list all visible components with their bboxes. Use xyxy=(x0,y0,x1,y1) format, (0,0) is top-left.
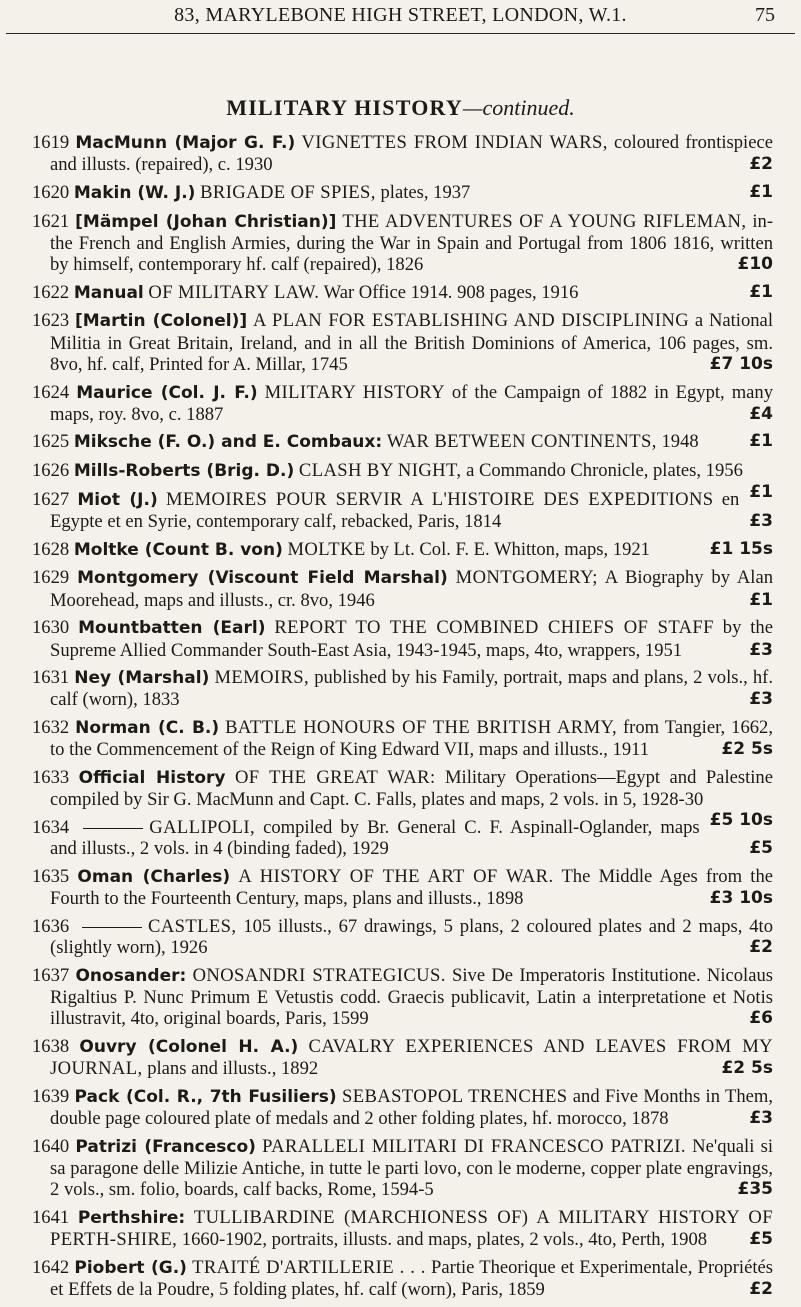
entry-number: 1622 xyxy=(32,281,70,303)
catalogue-entry xyxy=(32,282,773,304)
catalogue-entry xyxy=(32,1136,773,1201)
entry-price: £5 xyxy=(749,1228,773,1249)
entry-number: 1635 xyxy=(32,865,70,887)
entry-title: BRIGADE OF SPIES, xyxy=(200,181,376,203)
catalogue-entry xyxy=(32,1086,773,1129)
entry-price: £3 10s xyxy=(709,888,773,909)
ditto-dash xyxy=(82,927,142,928)
entry-price: £2 xyxy=(749,154,773,175)
entry-author: Patrizi (Francesco) xyxy=(75,1136,256,1157)
entry-description: by the Supreme Allied Commander South-East Asia, 1943-1945, maps, 4to, wrappers, 1951 xyxy=(50,617,773,661)
entry-title: ONOSANDRI STRATEGICUS. xyxy=(192,964,446,986)
entry-author: Makin (W. J.) xyxy=(73,182,196,203)
catalogue-entry xyxy=(32,1036,773,1079)
entry-title: MEMOIRES POUR SERVIR A L'HISTOIRE DES EXPEDITIONS xyxy=(165,488,714,510)
entry-title: TRAITÉ D'ARTILLERIE . . . xyxy=(192,1256,426,1278)
entry-number: 1638 xyxy=(32,1035,70,1057)
entry-number: 1636 xyxy=(32,915,70,937)
entry-description: compiled by Br. General C. F. Aspinall-Oglander, maps and illusts., 2 vols. in 4 (binding faded), 1929 xyxy=(50,816,700,860)
entry-price: £1 xyxy=(749,589,773,610)
section-continued: —continued. xyxy=(462,95,575,120)
entry-title: A HISTORY OF THE ART OF WAR. xyxy=(238,865,554,887)
entry-description: and Five Months in Them, double page coloured plate of medals and 2 other folding plates, hf. morocco, 1878 xyxy=(50,1085,774,1129)
entry-number: 1619 xyxy=(32,132,70,153)
entry-number: 1637 xyxy=(32,964,70,986)
catalogue-entry xyxy=(32,667,773,710)
entry-number: 1630 xyxy=(32,617,70,639)
entry-description: 105 illusts., 67 drawings, 5 plans, 2 coloured plates and 2 maps, 4to (slightly worn), 1926 xyxy=(50,915,774,958)
catalogue-entry xyxy=(32,866,773,909)
entry-number: 1639 xyxy=(32,1085,70,1107)
entry-title: CAVALRY EXPERIENCES AND LEAVES FROM MY JOURNAL, xyxy=(50,1035,773,1080)
catalogue-entry xyxy=(32,1257,773,1300)
entry-author: [Martin (Colonel)] xyxy=(75,311,248,332)
entry-number: 1633 xyxy=(32,767,70,789)
entry-price: £1 15s xyxy=(709,538,773,559)
entry-number: 1632 xyxy=(32,717,70,739)
entry-price: £1 xyxy=(749,431,773,452)
entry-description: Ne'quali si sa paragone delle Milizie Antiche, in tutte le parti lovo, con le moderne, copper plate engravings, 2 vols., sm. folio, boards, calf backs, Rome, 1594-5 xyxy=(50,1135,773,1201)
catalogue-entry xyxy=(32,431,773,453)
entry-price: £5 10s xyxy=(709,810,773,831)
entry-description: published by his Family, portrait, maps and plans, 2 vols., hf. calf (worn), 1833 xyxy=(50,667,774,711)
catalogue-entry xyxy=(32,182,773,204)
entry-price: £7 10s xyxy=(709,353,773,374)
entry-price: £3 xyxy=(749,1107,773,1128)
entry-number: 1629 xyxy=(32,567,70,589)
entry-author: Mills-Roberts (Brig. D.) xyxy=(73,461,295,482)
entry-number: 1621 xyxy=(32,210,70,232)
entry-price: £2 xyxy=(749,1278,773,1299)
entry-title: OF MILITARY LAW. xyxy=(148,281,320,303)
entry-author: MacMunn (Major G. F.) xyxy=(75,133,296,153)
entry-description: Sive De Imperatoris Institutione. Nicolaus Rigaltius P. Nunc Primum E Vetustis codd. Graecis publicavit, Latin a interpretatione et Notis illustravit, 4to, original boards, Paris, 1599 xyxy=(50,964,774,1030)
entry-description: plans and illusts., 1892 xyxy=(147,1058,319,1080)
entry-author: Piobert (G.) xyxy=(74,1257,187,1278)
entry-price: £2 5s xyxy=(721,1058,773,1079)
entry-description: coloured frontispiece and illusts. (repaired), c. 1930 xyxy=(50,132,773,176)
entry-price: £4 xyxy=(749,403,773,424)
entry-description: in-the French and English Armies, during the War in Spain and Portugal from 1806 1816, written by himself, contemporary hf. calf (repaired), 1826 xyxy=(50,210,774,276)
entry-title: GALLIPOLI, xyxy=(149,816,256,838)
entry-author: Official History xyxy=(78,768,226,789)
entry-description: from Tangier, 1662, to the Commencement of the Reign of King Edward VII, maps and illusts., 1911 xyxy=(50,717,773,761)
entry-list xyxy=(32,132,773,1307)
entry-title: MEMOIRS, xyxy=(214,667,310,689)
entry-price: £1 xyxy=(749,482,773,503)
entry-author: Manual xyxy=(73,282,144,303)
entry-title: CLASH BY NIGHT, xyxy=(298,460,462,482)
entry-title: OF THE GREAT WAR: xyxy=(234,767,436,789)
entry-price: £1 xyxy=(749,281,773,302)
entry-number: 1634 xyxy=(32,816,70,838)
entry-author: Miksche (F. O.) and E. Combaux: xyxy=(73,432,383,453)
catalogue-entry xyxy=(32,617,773,660)
entry-description: of the Campaign of 1882 in Egypt, many maps, roy. 8vo, c. 1887 xyxy=(50,381,774,425)
catalogue-entry xyxy=(32,132,773,175)
entry-description: en Egypte et en Syrie, contemporary calf, rebacked, Paris, 1814 xyxy=(50,488,740,533)
entry-description: Military Operations—Egypt and Palestine compiled by Sir G. MacMunn and Capt. C. Falls, plates and maps, 2 vols. in 5, 1928-30 xyxy=(50,767,773,811)
running-head xyxy=(0,0,801,36)
entry-title: MOLTKE xyxy=(287,538,366,560)
page-number: 75 xyxy=(755,4,775,26)
entry-author: Perthshire: xyxy=(77,1207,186,1228)
entry-title: MILITARY HISTORY xyxy=(264,381,445,403)
catalogue-entry xyxy=(32,567,773,610)
entry-number: 1625 xyxy=(32,431,70,453)
entry-author: Moltke (Count B. von) xyxy=(73,539,283,560)
catalogue-entry xyxy=(32,916,773,958)
entry-title: TULLIBARDINE (MARCHIONESS OF) A MILITARY HISTORY OF PERTH-SHIRE, xyxy=(50,1206,774,1250)
entry-price: £3 xyxy=(749,639,773,660)
entry-description: 1948 xyxy=(661,431,699,453)
catalogue-entry xyxy=(32,965,773,1030)
address-title: 83, MARYLEBONE HIGH STREET, LONDON, W.1. xyxy=(174,4,627,26)
catalogue-entry xyxy=(32,382,773,425)
entry-title: BATTLE HONOURS OF THE BRITISH ARMY, xyxy=(225,717,617,739)
entry-description: War Office 1914. 908 pages, 1916 xyxy=(323,281,579,303)
entry-author: Ouvry (Colonel H. A.) xyxy=(79,1036,299,1057)
entry-number: 1624 xyxy=(32,381,70,403)
entry-price: £3 xyxy=(749,511,773,532)
entry-description: plates, 1937 xyxy=(380,181,471,203)
entry-price: £2 xyxy=(749,937,773,957)
entry-title: SEBASTOPOL TRENCHES xyxy=(342,1085,568,1107)
catalogue-entry xyxy=(32,211,773,276)
header-rule xyxy=(6,33,795,34)
ditto-dash xyxy=(83,828,143,829)
entry-author: Norman (C. B.) xyxy=(75,718,220,739)
entry-number: 1641 xyxy=(32,1206,70,1228)
entry-description: by Lt. Col. F. E. Whitton, maps, 1921 xyxy=(370,538,650,560)
entry-title: PARALLELI MILITARI DI FRANCESCO PATRIZI. xyxy=(262,1135,686,1157)
entry-title: MONTGOMERY; xyxy=(455,567,598,589)
entry-author: Oman (Charles) xyxy=(77,866,231,887)
entry-title: VIGNETTES FROM INDIAN WARS, xyxy=(301,132,608,153)
entry-number: 1640 xyxy=(32,1135,70,1157)
catalogue-entry xyxy=(32,539,773,561)
entry-price: £3 xyxy=(749,689,773,710)
entry-number: 1627 xyxy=(32,488,70,510)
entry-number: 1631 xyxy=(32,667,70,689)
entry-description: a National Militia in Great Britain, Ireland, and in all the British Dominions of America, 106 pages, sm. 8vo, hf. calf, Printed for A. Millar, 1745 xyxy=(50,310,773,375)
entry-price: £35 xyxy=(737,1179,773,1200)
entry-price: £2 5s xyxy=(721,739,773,760)
catalogue-entry xyxy=(32,489,773,532)
entry-author: Onosander: xyxy=(75,965,187,986)
entry-description: a Commando Chronicle, plates, 1956 xyxy=(466,460,743,482)
entry-author: Mountbatten (Earl) xyxy=(78,618,266,639)
entry-number: 1628 xyxy=(32,538,70,560)
entry-price: £5 xyxy=(749,838,773,859)
entry-author: Miot (J.) xyxy=(77,489,158,510)
entry-author: Maurice (Col. J. F.) xyxy=(76,382,258,403)
entry-number: 1626 xyxy=(32,460,70,482)
entry-title: CASTLES, xyxy=(148,915,237,937)
entry-description: The Middle Ages from the Fourth to the Fourteenth Century, maps, plans and illusts., 1898 xyxy=(50,865,774,910)
entry-description: Partie Theorique et Experimentale, Propriétés et Effets de la Poudre, 5 folding plates, hf. calf (worn), Paris, 1859 xyxy=(50,1256,773,1300)
section-title: MILITARY HISTORY xyxy=(226,95,463,120)
entry-title: A PLAN FOR ESTABLISHING AND DISCIPLINING xyxy=(252,310,690,332)
entry-number: 1623 xyxy=(32,310,70,332)
entry-author: [Mämpel (Johan Christian)] xyxy=(75,211,337,232)
catalogue-entry xyxy=(32,1207,773,1250)
entry-number: 1642 xyxy=(32,1256,70,1278)
entry-price: £6 xyxy=(749,1008,773,1029)
entry-price: £1 xyxy=(749,181,773,202)
catalogue-entry xyxy=(32,310,773,375)
entry-number: 1620 xyxy=(32,181,70,203)
entry-title: THE ADVENTURES OF A YOUNG RIFLEMAN, xyxy=(342,210,747,232)
section-heading xyxy=(0,95,801,121)
entry-title: WAR BETWEEN CONTINENTS, xyxy=(386,431,657,453)
entry-description: 1660-1902, portraits, illusts. and maps, plates, 2 vols., 4to, Perth, 1908 xyxy=(181,1228,708,1250)
entry-author: Ney (Marshal) xyxy=(74,668,210,689)
catalogue-entry xyxy=(32,817,773,859)
entry-price: £10 xyxy=(737,254,773,275)
entry-author: Pack (Col. R., 7th Fusiliers) xyxy=(74,1086,337,1107)
entry-author: Montgomery (Viscount Field Marshal) xyxy=(77,568,448,589)
catalogue-entry xyxy=(32,717,773,760)
entry-title: REPORT TO THE COMBINED CHIEFS OF STAFF xyxy=(274,617,714,639)
entry-description: A Biography by Alan Moorehead, maps and illusts., cr. 8vo, 1946 xyxy=(50,567,774,611)
